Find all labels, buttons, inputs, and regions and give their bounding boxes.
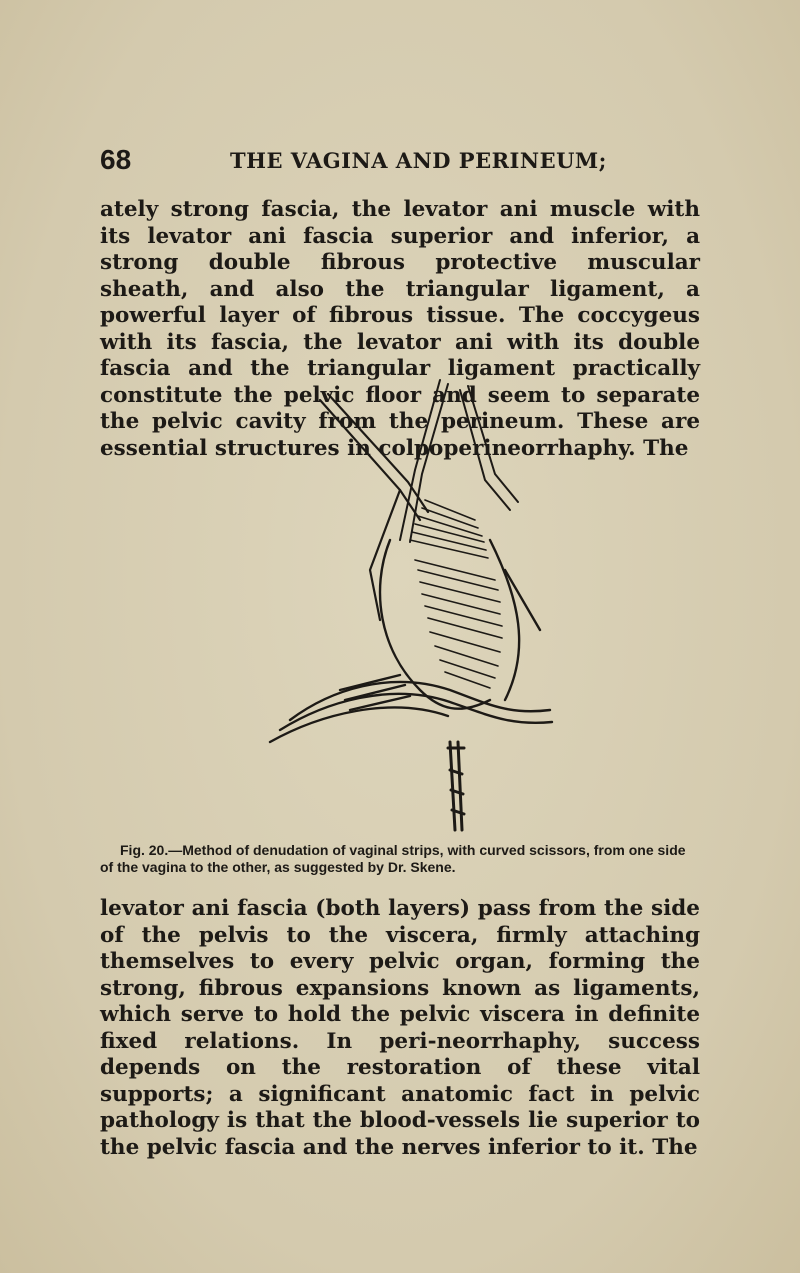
page-header [100,144,700,184]
running-head: THE VAGINA AND PERINEUM; [230,148,607,173]
lower-blade [270,675,552,742]
figure-caption-text: Fig. 20.—Method of denudation of vaginal strips, with curved scissors, from one side of the vagina to the other, as suggested by Dr. Skene. [100,842,686,875]
retractor-left [320,394,428,620]
page-number: 68 [100,144,132,175]
paragraph-top: ately strong fascia, the levator ani muscle with its levator ani fascia superior and inferior, a strong double fibrous protective muscular sheath, and also the triangular ligament, a powerful layer of fibrous tissue. The coccygeus with its fascia, the levator ani with its double fascia and the triangular ligament practically constitute the pelvic floor and seem to separate the pelvic cavity from the perineum. These are essential structures in colpoperineorrhaphy. The [100,197,700,461]
figure-illustration [250,370,580,840]
paragraph-bottom: levator ani fascia (both layers) pass from the side of the pelvis to the viscera, firmly attaching themselves to every pelvic organ, forming the strong, fibrous expansions known as ligaments, which serve to hold the pelvic viscera in definite fixed relations. In peri-neorrhaphy, success depends on the restoration of these vital supports; a significant anatomic fact in pelvic pathology is that the blood-vessels lie superior to the pelvic fascia and the nerves inferior to it. The [100,896,700,1160]
scissors-handle [448,742,464,830]
tissue-hatching [410,500,502,688]
figure-caption [100,842,700,876]
vaginal-wall [380,540,540,709]
